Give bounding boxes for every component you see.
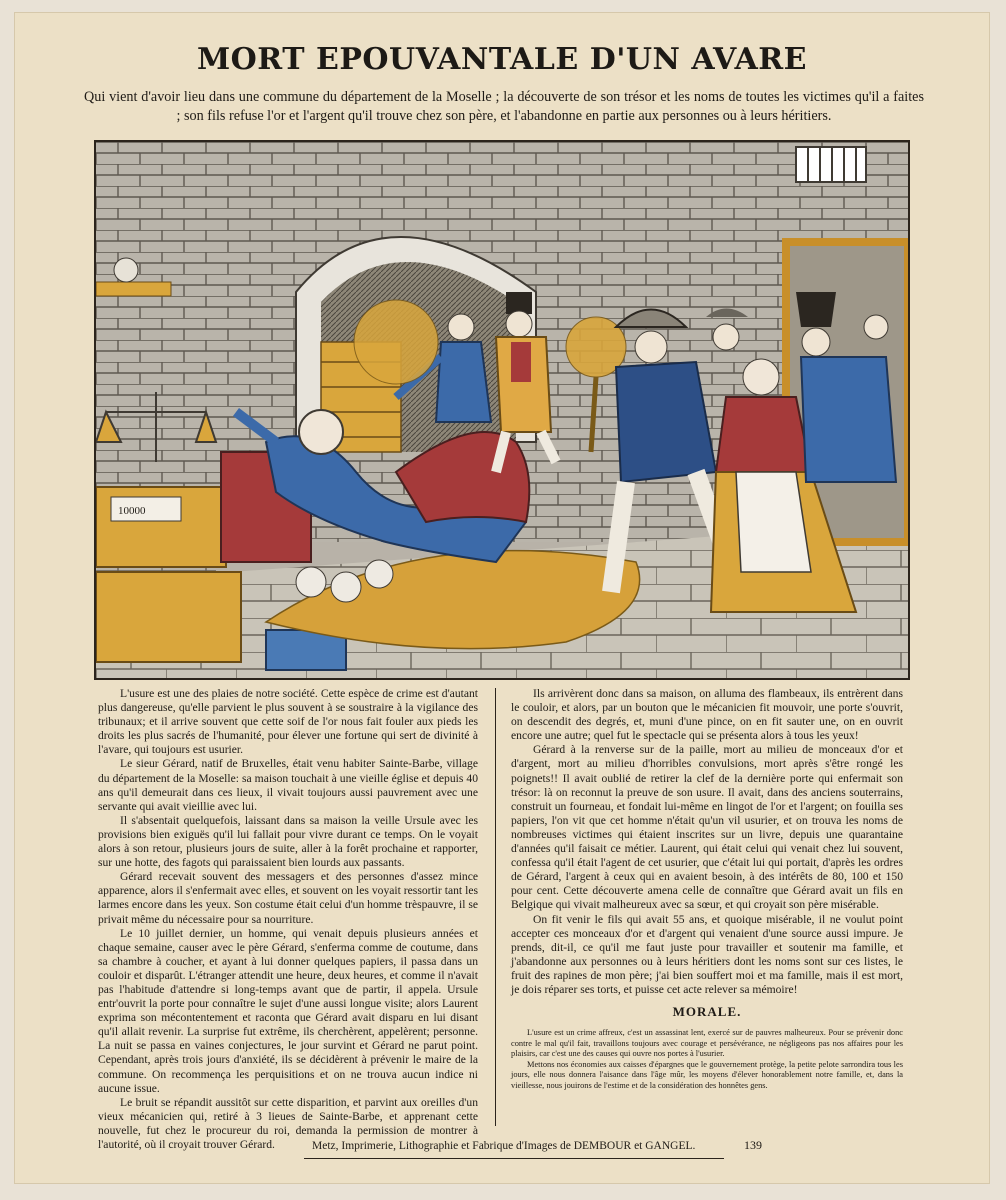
printer-imprint: Metz, Imprimerie, Lithographie et Fabrique d'Images de DEMBOUR et GANGEL. xyxy=(312,1140,696,1152)
paragraph: Ils arrivèrent donc dans sa maison, on alluma des flambeaux, ils entrèrent dans le couloir, et alors, par un bouton que le mécanicien fit mouvoir, une porte s'ouvrit, on descendit des degrés, et, muni d'une pince, on en fit sauter une, on en ouvrit encore une autre; quel fut le spectacle qui se présenta alors à tous les yeux! xyxy=(511,687,903,743)
subtitle: Qui vient d'avoir lieu dans une commune du département de la Moselle ; la découverte de son trésor et les noms de toutes les victimes qu'il a faites ; son fils refuse l'or et l'argent qu'il trouve chez son père, et l'abandonne en partie aux personnes ou à leurs héritiers. xyxy=(84,89,924,124)
morale-paragraph: L'usure est un crime affreux, c'est un assassinat lent, exercé sur de pauvres malheureux. Pour se prévenir donc contre le mal qu'il fait, travaillons toujours avec courage et persévérance, ne négligeons pas nos affaires pour les plaisirs, car c'est une des causes qui ouvre nos portes à l'usurier. xyxy=(511,1028,903,1059)
coin-sack-3 xyxy=(365,560,393,588)
coin-sack-2 xyxy=(331,572,361,602)
paragraph: Gérard recevait souvent des messagers et des personnes d'assez mince apparence, alors il s'enfermait avec elles, et souvent on les voyait ressortir tant les larmes encore dans les yeux. Son costume était celui d'un homme trèspauvre, il se privait même du nécessaire pour sa nourriture. xyxy=(98,870,478,926)
strongbox xyxy=(96,572,241,662)
paragraph: Le bruit se répandit aussitôt sur cette disparition, et parvint aux oreilles d'un vieux mécanicien qui, retiré à 3 lieues de Sainte-Barbe, et apprenant cette nouvelle, fut chez le procureur du roi, demanda la permission de montrer à l'autorité, où il croyait trouver Gérard. xyxy=(98,1095,478,1151)
left-column xyxy=(98,687,478,1152)
illustration xyxy=(94,140,910,680)
morale-paragraph: Mettons nos économies aux caisses d'épargnes que le gouvernement protège, la petite pelote sarrondira tous les jours, elle nous donnera l'aisance dans l'âge mûr, les moyens d'élever honorablement notre famille, et, dans la vieillesse, nous jouirons de l'estime et de la considération des honnêtes gens. xyxy=(511,1059,903,1090)
money-bag xyxy=(114,258,138,282)
paragraph: Le 10 juillet dernier, un homme, qui venait depuis plusieurs années et chaque semaine, causer avec le père Gérard, s'enferma comme de coutume, dans sa chambre à coucher, et ayant à lui donner quelques papiers, il passa dans un couloir et disparût. L'étranger attendit une heure, deux heures, et comme il n'avait pas l'habitude d'attendre si long-temps avant que de partir, il appela. Ursule entr'ouvrit la porte pour connaître le sujet d'une aussi longue visite; alors Laurent exprima son mécontentement et raconta que Gérard avait disparu en lui disant qu'il allait revenir. La surprise fut extrême, ils cherchèrent, appelèrent; personne. La nuit se passa en vaines conjectures, le jour survint et Gérard ne parut point. Cependant, après trois jours d'anxiété, ils se décidèrent à prévenir le maire de la commune. On recommença les perquisitions et on ne trouva aucun indice ni aucune issue. xyxy=(98,926,478,1095)
paragraph: On fit venir le fils qui avait 55 ans, et quoique misérable, il ne voulut point accepter ces monceaux d'or et d'argent qui venaient d'une source aussi impure. Je prends, dit-il, ce qu'il me faut juste pour travailler et soutenir ma famille, et j'abandonne aux personnes ou à leurs héritiers dont les noms sont sur ces listes, le fruit des rapines de mon père; j'ai bien souffert moi et ma famille, mais il est mort, je dois réparer ses torts, et puisse cet acte relever sa mémoire! xyxy=(511,912,903,996)
straw-pile xyxy=(266,551,640,649)
paper-label: 10000 xyxy=(118,505,146,517)
wall-shelf xyxy=(96,282,171,296)
right-column xyxy=(511,687,903,997)
coin-sack-1 xyxy=(296,567,326,597)
torch-flame-left xyxy=(354,300,438,384)
paragraph: Le sieur Gérard, natif de Bruxelles, était venu habiter Sainte-Barbe, village du département de la Moselle: sa maison touchait à une vieille église et depuis 40 ans qu'il demeurait dans ces lieux, il vivait toujours aussi pauvrement avec une servante qui avait vieillie avec lui. xyxy=(98,757,478,813)
footer-rule xyxy=(304,1158,724,1159)
paragraph: L'usure est une des plaies de notre société. Cette espèce de crime est d'autant plus dangereuse, qu'elle parvient le plus souvent à se soustraire à la vigilance des tribunaux; et il arrive souvent que cette soif de l'or nous fait fouler aux pieds les droits les plus sacrés de l'humanité, pour élever une fortune qui sert de divinité à l'avare, qui toujours est usurier. xyxy=(98,687,478,757)
illustration-scene xyxy=(96,142,908,678)
page-number: 139 xyxy=(744,1138,762,1152)
morale-heading: MORALE. xyxy=(672,1004,742,1019)
page-title: MORT EPOUVANTALE D'UN AVARE xyxy=(196,42,808,77)
column-divider xyxy=(495,688,496,1126)
paragraph: Il s'absentait quelquefois, laissant dans sa maison la veille Ursule avec les provisions bien exiguës qu'il lui fallait pour vivre durant ce temps. On le voyait alors à son retour, plusieurs jours de suite, aller à la forêt prochaine et rapporter, sur une hotte, des fagots qui paraissaient bien lourds aux passants. xyxy=(98,813,478,870)
morale-text xyxy=(511,1028,903,1092)
paragraph: Gérard à la renverse sur de la paille, mort au milieu de monceaux d'or et d'argent, mort au milieu d'horribles convulsions, mort après s'être rongé les poignets!! Il avait oublié de retirer la clef de la dernière porte qui enfermait son trésor: là on reconnut la preuve de son usure. Il avait, dans des anciens souterrains, construit un fourneau, et fondait lui-même en lingot de l'or et l'argent; on fouilla ses papiers, l'on vit que cet homme n'était qu'un vil usurier, et on trouva les noms de nombreuses victimes qui étaient inscrites sur un livre, depuis une quarantaine d'années qu'il faisait ce métier. Laurent, qui était celui qui venait chez lui souvent, confessa qu'il était l'agent de cet usurier, que c'était lui qui portait, d'après les ordres de Gérard, l'argent à ceux qui en avaient besoin, à des intérêts de 80, 100 et 150 pour cent. Cette découverte amena celle de connaître que Gérard avait un fils en Belgique qui vivait malheureux avec sa sœur, et qui croyait son père misérable. xyxy=(511,743,903,912)
print-sheet xyxy=(14,12,990,1184)
